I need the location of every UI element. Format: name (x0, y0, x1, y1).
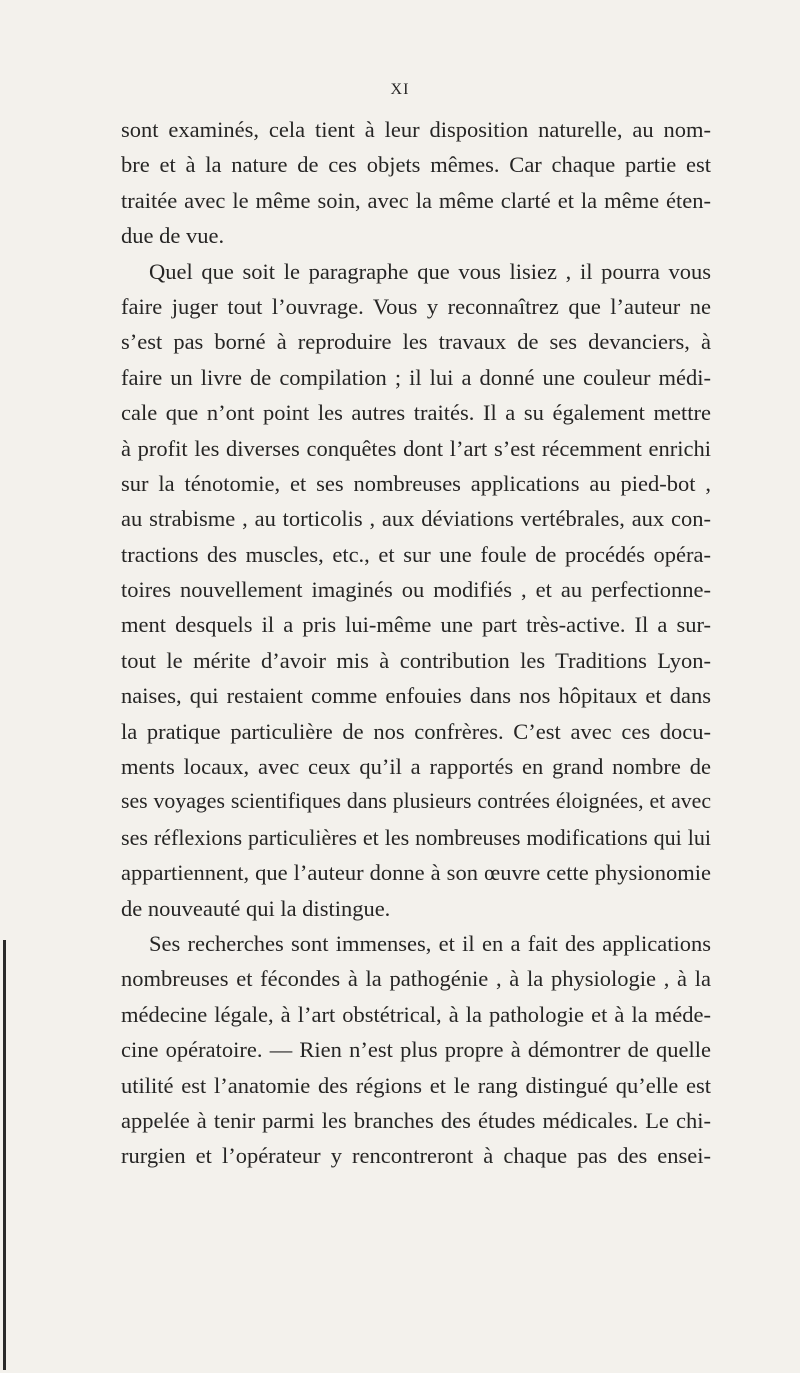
text-line: bre et à la nature de ces objets mêmes. Car chaque partie est (121, 152, 711, 178)
text-line: faire juger tout l’ouvrage. Vous y reconnaîtrez que l’auteur ne (121, 293, 711, 319)
text-line: appelée à tenir parmi les branches des études médicales. Le chi- (121, 1107, 711, 1133)
text-line: appartiennent, que l’auteur donne à son œuvre cette physionomie (121, 860, 711, 886)
text-line: tractions des muscles, etc., et sur une foule de procédés opéra- (121, 541, 711, 567)
text-line: due de vue. (121, 223, 225, 249)
text-line: ments locaux, avec ceux qu’il a rapportés en grand nombre de (121, 754, 711, 780)
text-line: Quel que soit le paragraphe que vous lisiez , il pourra vous (149, 258, 711, 284)
text-line: tout le mérite d’avoir mis à contribution les Traditions Lyon- (121, 647, 711, 673)
text-line: Ses recherches sont immenses, et il en a fait des applications (149, 930, 711, 956)
paragraph-3 (121, 926, 711, 1174)
text-line: faire un livre de compilation ; il lui a donné une couleur médi- (121, 364, 711, 390)
binding-edge (3, 940, 6, 1370)
text-line: sur la ténotomie, et ses nombreuses applications au pied-bot , (121, 470, 711, 496)
text-line: la pratique particulière de nos confrères. C’est avec ces docu- (121, 718, 711, 744)
text-line: sont examinés, cela tient à leur disposition naturelle, au nom- (121, 117, 711, 142)
text-line: ses réflexions particulières et les nombreuses modifications qui lui (121, 824, 711, 850)
text-line: au strabisme , au torticolis , aux déviations vertébrales, aux con- (121, 506, 711, 532)
text-line: à profit les diverses conquêtes dont l’art s’est récemment enrichi (121, 435, 711, 461)
text-line: traitée avec le même soin, avec la même clarté et la même éten- (121, 187, 711, 213)
text-line: rurgien et l’opérateur y rencontreront à chaque pas des ensei- (121, 1143, 711, 1169)
text-line: médecine légale, à l’art obstétrical, à la pathologie et à la méde- (121, 1001, 711, 1027)
text-line: utilité est l’anatomie des régions et le rang distingué qu’elle est (121, 1072, 711, 1098)
text-line: toires nouvellement imaginés ou modifiés , et au perfectionne- (121, 577, 711, 603)
text-line: ment desquels il a pris lui-même une part très-active. Il a sur- (121, 612, 711, 638)
text-line: cine opératoire. — Rien n’est plus propre à démontrer de quelle (121, 1037, 711, 1063)
text-line: de nouveauté qui la distingue. (121, 895, 391, 921)
text-line: nombreuses et fécondes à la pathogénie , à la physiologie , à la (121, 966, 711, 992)
paragraph-2 (121, 254, 711, 926)
page-number: XI (390, 81, 410, 98)
body-text (121, 112, 711, 1174)
text-line: cale que n’ont point les autres traités. Il a su également mettre (121, 400, 711, 426)
text-line: s’est pas borné à reproduire les travaux de ses devanciers, à (121, 329, 711, 355)
text-line: naises, qui restaient comme enfouies dans nos hôpitaux et dans (121, 683, 711, 709)
text-line: ses voyages scientifiques dans plusieurs contrées éloignées, et avec (121, 789, 711, 814)
paragraph-1 (121, 112, 711, 254)
